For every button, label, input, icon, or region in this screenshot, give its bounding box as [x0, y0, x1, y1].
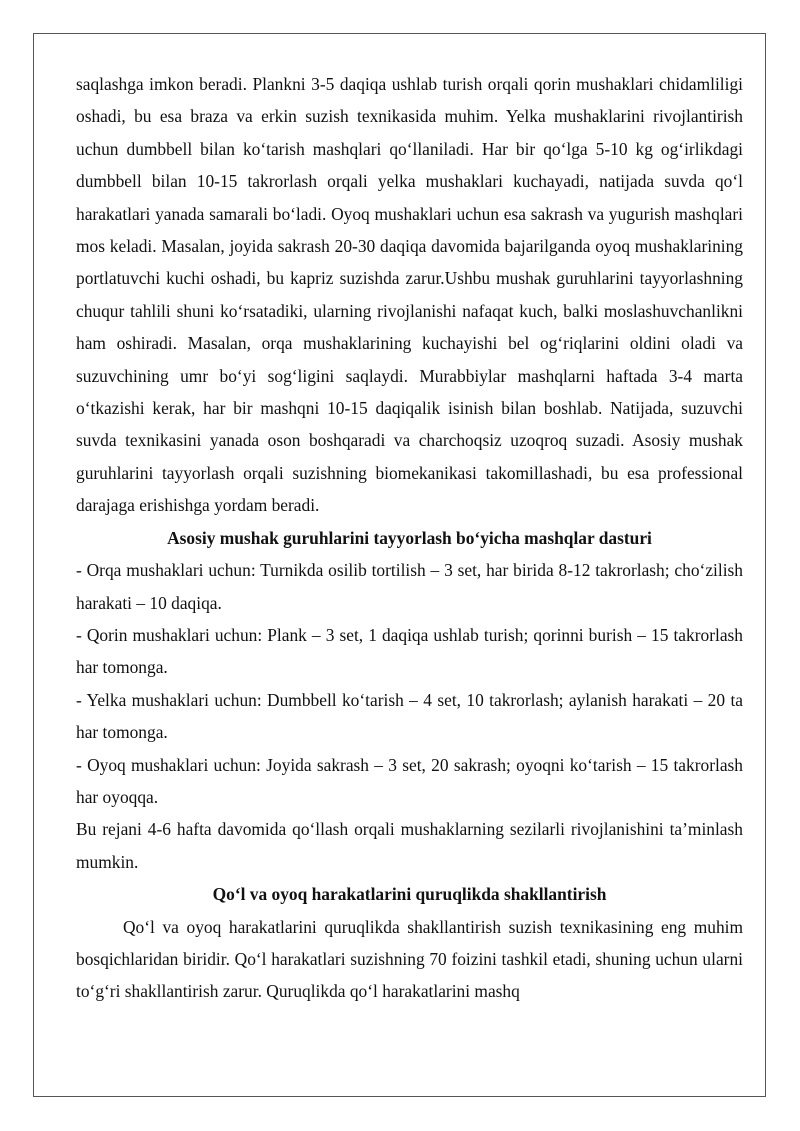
exercise-item-back: - Orqa mushaklari uchun: Turnikda osilib tortilish – 3 set, har birida 8-12 takrorlash; cho‘zilish harakati – 10 daqiqa.	[76, 560, 743, 613]
document-body	[76, 68, 743, 1008]
section-heading: Asosiy mushak guruhlarini tayyorlash bo‘yicha mashqlar dasturi	[167, 527, 652, 548]
exercise-item-legs: - Oyoq mushaklari uchun: Joyida sakrash – 3 set, 20 sakrash; oyoqni ko‘tarish – 15 takrorlash har oyoqqa.	[76, 754, 743, 807]
body-paragraph: saqlashga imkon beradi. Plankni 3-5 daqiqa ushlab turish orqali qorin mushaklari chidamliligi oshadi, bu esa braza va erkin suzish texnikasida muhim. Yelka mushaklarini rivojlantirish uchun dumbbell bilan ko‘tarish mashqlari qo‘llaniladi. Har bir qo‘lga 5-10 kg og‘irlikdagi dumbbell bilan 10-15 takrorlash orqali yelka mushaklari kuchayadi, natijada suvda qo‘l harakatlari yanada samarali bo‘ladi. Oyoq mushaklari uchun esa sakrash va yugurish mashqlari mos keladi. Masalan, joyida sakrash 20-30 daqiqa davomida bajarilganda oyoq mushaklarining portlatuvchi kuchi oshadi, bu kapriz suzishda zarur.Ushbu mushak guruhlarini tayyorlashning chuqur tahlili shuni ko‘rsatadiki, ularning rivojlanishi nafaqat kuch, balki moslashuvchanlikni ham oshiradi. Masalan, orqa mushaklarining kuchayishi bel og‘riqlarini oldini oladi va suzuvchining umr bo‘yi sog‘ligini saqlaydi. Murabbiylar mashqlarni haftada 3-4 marta o‘tkazishi kerak, har bir mashqni 10-15 daqiqalik isinish bilan boshlab. Natijada, suzuvchi suvda texnikasini yanada oson boshqaradi va charchoqsiz uzoqroq suzadi. Asosiy mushak guruhlarini tayyorlash orqali suzishning biomekanikasi takomillashadi, bu esa professional darajaga erishishga yordam beradi.	[76, 74, 743, 516]
exercise-item-shoulders: - Yelka mushaklari uchun: Dumbbell ko‘tarish – 4 set, 10 takrorlash; aylanish harakati – 20 ta har tomonga.	[76, 689, 743, 743]
body-paragraph: Bu rejani 4-6 hafta davomida qo‘llash orqali mushaklarning sezilarli rivojlanishini ta’minlash mumkin.	[76, 819, 743, 872]
exercise-item-abs: - Qorin mushaklari uchun: Plank – 3 set, 1 daqiqa ushlab turish; qorinni burish – 15 takrorlash har tomonga.	[76, 624, 743, 678]
section-heading: Qo‘l va oyoq harakatlarini quruqlikda shakllantirish	[212, 884, 607, 905]
body-paragraph: Qo‘l va oyoq harakatlarini quruqlikda shakllantirish suzish texnikasining eng muhim bosqichlaridan biridir. Qo‘l harakatlari suzishning 70 foizini tashkil etadi, shuning uchun ularni to‘g‘ri shakllantirish zarur. Quruqlikda qo‘l harakatlarini mashq	[76, 916, 743, 1002]
